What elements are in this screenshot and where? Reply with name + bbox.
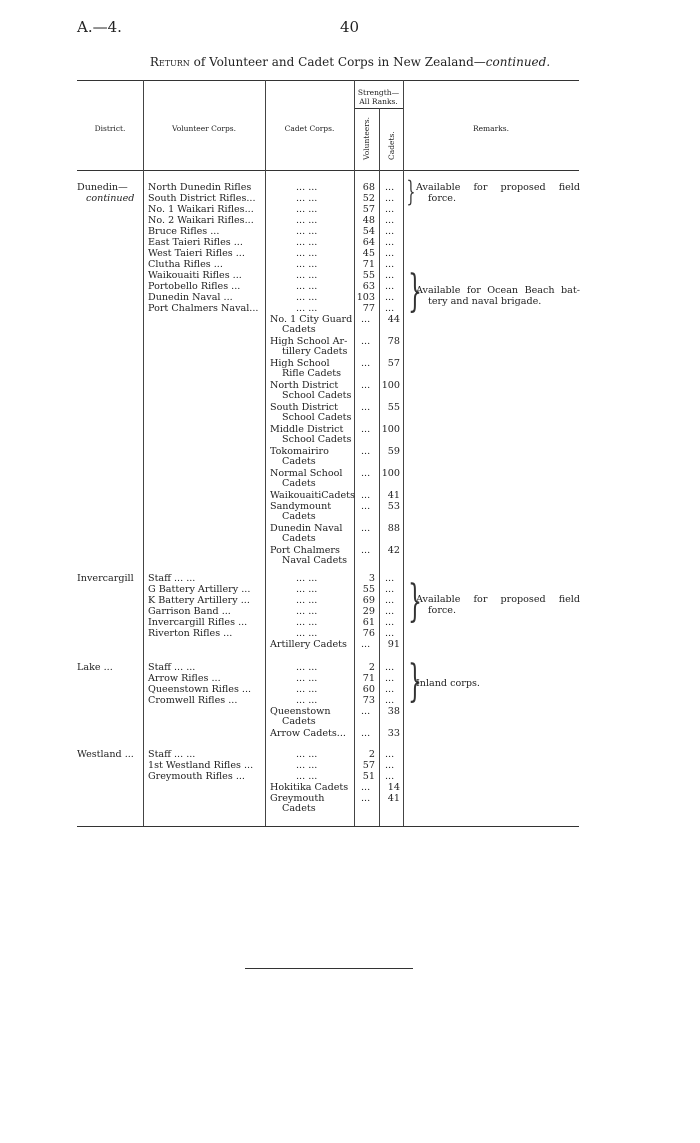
volunteer-corps-name: K Battery Artillery ...: [148, 595, 250, 606]
header-bottom-rule: [77, 170, 579, 171]
cadet-column-dots: ... ...: [296, 182, 318, 193]
cadet-column-dots: ... ...: [296, 595, 318, 606]
cadets-dots: ...: [385, 771, 395, 782]
district-header: District.: [94, 124, 126, 133]
cadets-count: 91: [387, 639, 400, 650]
cadets-count: 100: [381, 424, 400, 435]
cadets-header: Cadets.: [387, 131, 396, 160]
volunteers-count: 63: [362, 281, 375, 292]
cadets-dots: ...: [385, 584, 395, 595]
volunteers-count: 73: [362, 695, 375, 706]
cadet-corps-name-cont: Cadets: [282, 803, 316, 814]
title-text: of Volunteer and Cadet Corps in New Zealand—: [189, 55, 486, 69]
cadet-column-dots: ... ...: [296, 695, 318, 706]
remark-line: Available for proposed field: [416, 182, 580, 193]
cadet-corps-name-cont: Cadets: [282, 324, 316, 335]
cadets-count: 41: [387, 490, 400, 501]
volunteers-count: 77: [362, 303, 375, 314]
cadets-dots: ...: [385, 695, 395, 706]
volunteers-count: 2: [368, 749, 375, 760]
volunteers-dots: ...: [361, 782, 371, 793]
volunteer-corps-name: East Taieri Rifles ...: [148, 237, 243, 248]
strength-header-line2: All Ranks.: [359, 97, 398, 106]
volunteers-dots: ...: [361, 358, 371, 369]
volunteers-count: 55: [362, 270, 375, 281]
cadets-count: 53: [387, 501, 400, 512]
title-smallcaps: Return: [149, 55, 190, 69]
volunteer-corps-name: Garrison Band ...: [148, 606, 231, 617]
volunteers-count: 48: [362, 215, 375, 226]
cadet-corps-header: Cadet Corps.: [284, 124, 335, 133]
volunteer-corps-name: No. 2 Waikari Rifles...: [148, 215, 254, 226]
cadet-corps-name-cont: Rifle Cadets: [282, 368, 342, 379]
cadet-column-dots: ... ...: [296, 617, 318, 628]
volunteers-dots: ...: [361, 402, 371, 413]
volunteer-corps-name: Riverton Rifles ...: [148, 628, 233, 639]
cadets-count: 33: [387, 728, 400, 739]
cadet-column-dots: ... ...: [296, 215, 318, 226]
volunteer-corps-name: Arrow Rifles ...: [148, 673, 221, 684]
col-divider-4: [379, 108, 380, 826]
volunteers-dots: ...: [361, 545, 371, 556]
cadet-column-dots: ... ...: [296, 204, 318, 215]
volunteer-corps-header: Volunteer Corps.: [171, 124, 237, 133]
volunteers-dots: ...: [361, 639, 371, 650]
cadet-corps-name: High School Ar-: [270, 336, 348, 347]
volunteers-dots: ...: [361, 490, 371, 501]
volunteer-corps-name: Dunedin Naval ...: [148, 292, 233, 303]
volunteers-dots: ...: [361, 706, 371, 717]
strength-header: [354, 88, 403, 106]
document-code: A.—4.: [77, 18, 122, 36]
cadet-corps-name: Queenstown: [270, 706, 331, 717]
volunteers-count: 64: [362, 237, 375, 248]
cadets-dots: ...: [385, 204, 395, 215]
remark-brace: }: [408, 656, 422, 707]
cadet-column-dots: ... ...: [296, 684, 318, 695]
volunteers-dots: ...: [361, 424, 371, 435]
volunteers-count: 69: [362, 595, 375, 606]
cadet-column-dots: ... ...: [296, 292, 318, 303]
volunteer-corps-name: Invercargill Rifles ...: [148, 617, 248, 628]
volunteers-count: 60: [362, 684, 375, 695]
cadet-corps-name: Tokomairiro: [270, 446, 329, 457]
cadet-corps-name-cont: Cadets: [282, 478, 316, 489]
remark-line: Inland corps.: [416, 678, 480, 689]
cadet-corps-name-cont: tillery Cadets: [282, 346, 348, 357]
cadets-dots: ...: [385, 259, 395, 270]
cadets-count: 100: [381, 380, 400, 391]
cadets-count: 88: [387, 523, 400, 534]
cadet-column-dots: ... ...: [296, 303, 318, 314]
volunteer-corps-name: Staff ... ...: [148, 573, 196, 584]
cadet-column-dots: ... ...: [296, 673, 318, 684]
cadets-count: 100: [381, 468, 400, 479]
cadet-corps-name-cont: Cadets: [282, 511, 316, 522]
volunteer-corps-name: South District Rifles...: [148, 193, 256, 204]
cadet-corps-name-cont: School Cadets: [282, 434, 352, 445]
volunteers-count: 57: [362, 760, 375, 771]
cadet-corps-name-cont: School Cadets: [282, 412, 352, 423]
cadets-dots: ...: [385, 281, 395, 292]
cadets-dots: ...: [385, 617, 395, 628]
volunteer-corps-name: Queenstown Rifles ...: [148, 684, 252, 695]
cadet-corps-name-cont: Cadets: [282, 716, 316, 727]
cadets-count: 44: [387, 314, 400, 325]
volunteer-corps-name: G Battery Artillery ...: [148, 584, 251, 595]
closing-rule: [245, 968, 413, 969]
cadet-corps-name: South District: [270, 402, 339, 413]
volunteers-count: 71: [362, 673, 375, 684]
volunteers-count: 54: [362, 226, 375, 237]
cadets-dots: ...: [385, 595, 395, 606]
cadets-count: 59: [387, 446, 400, 457]
cadet-corps-name: WaikouaitiCadets: [270, 490, 355, 501]
cadets-dots: ...: [385, 292, 395, 303]
volunteers-count: 76: [362, 628, 375, 639]
cadets-dots: ...: [385, 606, 395, 617]
cadet-corps-name-cont: Cadets: [282, 533, 316, 544]
volunteer-corps-name: Bruce Rifles ...: [148, 226, 220, 237]
volunteers-count: 52: [362, 193, 375, 204]
cadet-corps-name: Artillery Cadets: [270, 639, 347, 650]
cadet-corps-name-cont: Cadets: [282, 456, 316, 467]
cadets-dots: ...: [385, 673, 395, 684]
remark-brace: }: [406, 175, 416, 208]
cadets-dots: ...: [385, 215, 395, 226]
cadet-corps-name: High School: [270, 358, 330, 369]
district-name: Invercargill: [77, 573, 134, 584]
cadets-count: 55: [387, 402, 400, 413]
strength-header-line1: Strength—: [357, 88, 400, 97]
cadet-corps-name: North District: [270, 380, 339, 391]
volunteers-count: 2: [368, 662, 375, 673]
volunteers-count: 71: [362, 259, 375, 270]
cadets-dots: ...: [385, 226, 395, 237]
cadets-dots: ...: [385, 628, 395, 639]
cadet-column-dots: ... ...: [296, 606, 318, 617]
cadets-count: 41: [387, 793, 400, 804]
volunteers-dots: ...: [361, 336, 371, 347]
volunteers-count: 57: [362, 204, 375, 215]
cadets-dots: ...: [385, 573, 395, 584]
volunteers-count: 3: [368, 573, 375, 584]
cadet-corps-name: Arrow Cadets...: [270, 728, 346, 739]
volunteers-count: 68: [362, 182, 375, 193]
volunteer-corps-name: Cromwell Rifles ...: [148, 695, 238, 706]
volunteer-corps-name: Staff ... ...: [148, 662, 196, 673]
cadets-dots: ...: [385, 749, 395, 760]
remark-line: force.: [428, 605, 457, 616]
volunteer-corps-name: North Dunedin Rifles: [148, 182, 252, 193]
cadet-corps-name: Hokitika Cadets: [270, 782, 349, 793]
cadet-column-dots: ... ...: [296, 760, 318, 771]
volunteers-dots: ...: [361, 793, 371, 804]
cadet-corps-name: Greymouth: [270, 793, 325, 804]
table-top-rule: [77, 80, 579, 81]
remark-line: Available for proposed field: [416, 594, 580, 605]
cadet-corps-name: Dunedin Naval: [270, 523, 343, 534]
title-italic: continued.: [485, 55, 551, 69]
col-divider-5: [403, 80, 404, 826]
cadet-column-dots: ... ...: [296, 193, 318, 204]
cadet-column-dots: ... ...: [296, 270, 318, 281]
cadet-column-dots: ... ...: [296, 259, 318, 270]
volunteer-corps-name: Clutha Rifles ...: [148, 259, 223, 270]
district-name: Lake ...: [77, 662, 113, 673]
cadet-column-dots: ... ...: [296, 662, 318, 673]
volunteers-count: 55: [362, 584, 375, 595]
col-divider-2: [265, 80, 266, 826]
cadet-corps-name: No. 1 City Guard: [270, 314, 353, 325]
volunteers-dots: ...: [361, 468, 371, 479]
volunteers-dots: ...: [361, 380, 371, 391]
cadet-column-dots: ... ...: [296, 573, 318, 584]
cadet-corps-name: Sandymount: [270, 501, 332, 512]
cadet-column-dots: ... ...: [296, 628, 318, 639]
cadet-column-dots: ... ...: [296, 248, 318, 259]
cadets-dots: ...: [385, 270, 395, 281]
cadets-dots: ...: [385, 248, 395, 259]
cadets-count: 78: [387, 336, 400, 347]
volunteers-dots: ...: [361, 523, 371, 534]
col-divider-1: [143, 80, 144, 826]
cadet-column-dots: ... ...: [296, 237, 318, 248]
district-name: Dunedin—: [77, 182, 128, 193]
cadets-dots: ...: [385, 303, 395, 314]
cadet-corps-name-cont: Naval Cadets: [282, 555, 348, 566]
volunteer-corps-name: No. 1 Waikari Rifles...: [148, 204, 254, 215]
cadets-count: 14: [387, 782, 400, 793]
cadet-corps-name: Middle District: [270, 424, 344, 435]
cadets-dots: ...: [385, 182, 395, 193]
volunteers-dots: ...: [361, 728, 371, 739]
cadets-dots: ...: [385, 662, 395, 673]
cadets-count: 42: [387, 545, 400, 556]
volunteer-corps-name: Staff ... ...: [148, 749, 196, 760]
cadet-column-dots: ... ...: [296, 584, 318, 595]
cadet-column-dots: ... ...: [296, 749, 318, 760]
cadets-dots: ...: [385, 684, 395, 695]
volunteer-corps-name: Port Chalmers Naval...: [148, 303, 259, 314]
cadets-count: 57: [387, 358, 400, 369]
cadet-column-dots: ... ...: [296, 226, 318, 237]
cadet-corps-name: Normal School: [270, 468, 343, 479]
remark-line: tery and naval brigade.: [428, 296, 542, 307]
volunteers-count: 45: [362, 248, 375, 259]
page-number: 40: [340, 18, 360, 36]
table-bottom-rule: [77, 826, 579, 827]
cadets-count: 38: [387, 706, 400, 717]
district-name: Westland ...: [77, 749, 134, 760]
volunteers-count: 61: [362, 617, 375, 628]
volunteer-corps-name: West Taieri Rifles ...: [148, 248, 245, 259]
district-continued: continued: [86, 193, 135, 204]
cadet-column-dots: ... ...: [296, 281, 318, 292]
remark-brace: }: [408, 266, 422, 317]
volunteers-dots: ...: [361, 501, 371, 512]
volunteer-corps-name: Greymouth Rifles ...: [148, 771, 245, 782]
volunteers-count: 51: [362, 771, 375, 782]
volunteer-corps-name: 1st Westland Rifles ...: [148, 760, 254, 771]
cadet-column-dots: ... ...: [296, 771, 318, 782]
cadet-corps-name-cont: School Cadets: [282, 390, 352, 401]
remark-line: force.: [428, 193, 457, 204]
volunteers-dots: ...: [361, 446, 371, 457]
volunteers-count: 103: [356, 292, 375, 303]
remark-line: Available for Ocean Beach bat-: [416, 285, 580, 296]
remark-brace: }: [408, 576, 422, 627]
volunteer-corps-name: Portobello Rifles ...: [148, 281, 241, 292]
cadet-corps-name: Port Chalmers: [270, 545, 340, 556]
volunteers-count: 29: [362, 606, 375, 617]
cadets-dots: ...: [385, 237, 395, 248]
volunteers-header: Volunteers.: [362, 116, 371, 160]
cadets-dots: ...: [385, 760, 395, 771]
remarks-header: Remarks.: [472, 124, 510, 133]
table-title: [0, 55, 700, 69]
volunteer-corps-name: Waikouaiti Rifles ...: [148, 270, 242, 281]
cadets-dots: ...: [385, 193, 395, 204]
volunteers-dots: ...: [361, 314, 371, 325]
